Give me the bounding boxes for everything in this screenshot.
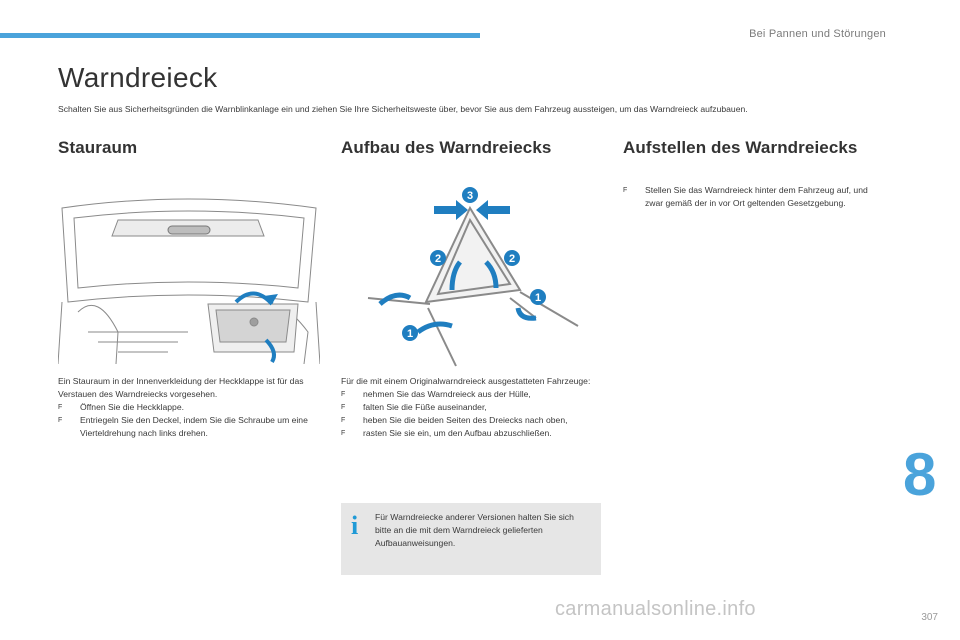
step-badge-2-left: 2 bbox=[434, 253, 442, 265]
list-item: F Öffnen Sie die Heckklappe. bbox=[58, 402, 184, 412]
chapter-number: 8 bbox=[903, 441, 937, 508]
bullet-glyph: F bbox=[623, 187, 628, 194]
illustration-tailgate-storage bbox=[58, 192, 320, 364]
list-item: F falten Sie die Füße auseinander, bbox=[341, 402, 487, 412]
list-item: F Stellen Sie das Warndreieck hinter dem Fahrzeug auf, und zwar gemäß der in vor Ort geltenden Gesetzgebung. bbox=[623, 185, 868, 208]
aufstellen-text bbox=[623, 184, 888, 210]
list-item: F nehmen Sie das Warndreieck aus der Hülle, bbox=[341, 389, 531, 399]
column-aufbau bbox=[341, 138, 603, 158]
heading-aufstellen: Aufstellen des Warndreiecks bbox=[623, 138, 858, 157]
top-accent-bar bbox=[0, 33, 480, 38]
bullet-glyph: F bbox=[341, 417, 346, 424]
section-label: Bei Pannen und Störungen bbox=[749, 28, 886, 40]
info-text: Für Warndreiecke anderer Versionen halten Sie sich bitte an die mit dem Warndreieck gelieferten Aufbauanweisungen. bbox=[375, 512, 574, 548]
aufbau-paragraph: Für die mit einem Originalwarndreieck ausgestatteten Fahrzeuge: bbox=[341, 376, 591, 386]
bullet-glyph: F bbox=[341, 430, 346, 437]
list-item: F heben Sie die beiden Seiten des Dreiecks nach oben, bbox=[341, 415, 568, 425]
page-title: Warndreieck bbox=[58, 62, 218, 93]
page-number: 307 bbox=[921, 612, 938, 623]
step-badge-1-right: 1 bbox=[534, 292, 542, 304]
bullet-glyph: F bbox=[341, 404, 346, 411]
info-box bbox=[341, 503, 601, 575]
intro-text: Schalten Sie aus Sicherheitsgründen die Warnblinkanlage ein und ziehen Sie Ihre Sicherheitsweste über, bevor Sie aus dem Fahrzeug aussteigen, um das Warndreieck aufzubauen. bbox=[58, 104, 748, 114]
column-stauraum bbox=[58, 138, 320, 158]
bullet-glyph: F bbox=[341, 391, 346, 398]
aufbau-text bbox=[341, 375, 606, 440]
step-badge-2-right: 2 bbox=[508, 253, 516, 265]
stauraum-text bbox=[58, 375, 320, 440]
step-badge-3: 3 bbox=[466, 190, 474, 202]
step-badge-1-left: 1 bbox=[406, 328, 414, 340]
column-aufstellen bbox=[623, 138, 885, 158]
list-item: F rasten Sie sie ein, um den Aufbau abzuschließen. bbox=[341, 428, 552, 438]
heading-stauraum: Stauraum bbox=[58, 138, 138, 157]
illustration-triangle-assembly bbox=[360, 180, 585, 370]
stauraum-paragraph: Ein Stauraum in der Innenverkleidung der Heckklappe ist für das Verstauen des Warndreiecks vorgesehen. bbox=[58, 376, 304, 399]
list-item: F Entriegeln Sie den Deckel, indem Sie die Schraube um eine Vierteldrehung nach links drehen. bbox=[58, 415, 308, 438]
info-icon: i bbox=[351, 511, 359, 540]
bullet-glyph: F bbox=[58, 417, 63, 424]
bullet-glyph: F bbox=[58, 404, 63, 411]
heading-aufbau: Aufbau des Warndreiecks bbox=[341, 138, 552, 157]
watermark: carmanualsonline.info bbox=[555, 598, 756, 620]
